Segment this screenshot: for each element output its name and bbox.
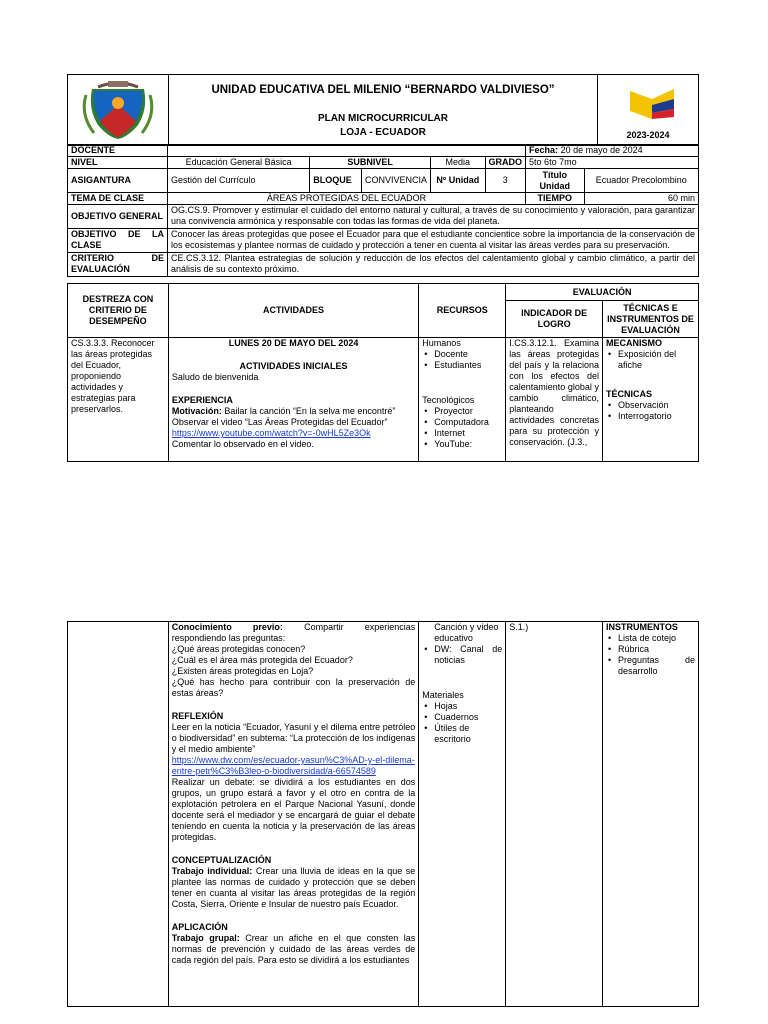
dw-news-link[interactable]: https://www.dw.com/es/ecuador-yasun%C3%AD-y-el-dilema-entre-petr%C3%B3leo-o-biodiversidad/a-66574589 xyxy=(171,755,415,776)
document-header xyxy=(67,74,699,146)
question-1: ¿Qué áreas protegidas conocen? xyxy=(171,644,306,654)
tecnicas-heading: TÉCNICAS xyxy=(606,389,653,399)
aplicacion-heading: APLICACIÓN xyxy=(171,922,228,932)
indicador-cell: I.CS.3.12.1. Examina las áreas protegidas del país y la relaciona con los efectos del calentamiento global y cambio climático, planteando actividades concretas para su protección y conservación. (J.3., xyxy=(506,338,603,462)
objetivo-general-label: OBJETIVO GENERAL xyxy=(68,205,168,229)
motivacion-line xyxy=(172,406,415,417)
video-text: Observar el video “Las Áreas Protegidas del Ecuador” xyxy=(171,417,388,427)
list-item: • Cuadernos xyxy=(434,712,502,723)
trabajo-grupal-text: Crear un afiche en el que consten las normas de prevención y cuidado de las áreas verdes de cada región del país. Para esto se dividirá a los estudiantes xyxy=(171,933,416,965)
indicador-cell-cont: S.1.) xyxy=(506,622,603,1007)
list-item: • Interrogatorio xyxy=(618,411,695,422)
recursos-cell-cont xyxy=(419,622,506,1007)
tema-value: ÁREAS PROTEGIDAS DEL ECUADOR xyxy=(168,193,526,205)
titulo-label: Título Unidad xyxy=(526,169,584,193)
bloque-value: CONVIVENCIA xyxy=(362,169,431,193)
tecnicas-cell xyxy=(603,338,699,462)
saludo-text: Saludo de bienvenida xyxy=(171,372,259,382)
list-item: • Observación xyxy=(618,400,695,411)
trabajo-grupal-line xyxy=(172,933,416,966)
list-item: • Útiles de escritorio xyxy=(434,723,502,745)
conocimiento-label: Conocimiento previo: xyxy=(171,622,283,632)
materiales-list xyxy=(422,701,502,745)
plan-table-page-2 xyxy=(67,621,699,1007)
grado-value: 5to 6to 7mo xyxy=(526,157,699,169)
list-item: • Computadora xyxy=(434,417,502,428)
col-recursos-header: RECURSOS xyxy=(419,284,506,338)
mecanismo-heading: MECANISMO xyxy=(606,338,663,348)
list-item: • Lista de cotejo xyxy=(618,633,695,644)
recursos-humanos-list xyxy=(422,349,502,371)
youtube-link[interactable]: https://www.youtube.com/watch?v=-0wHL5Ze3Ok xyxy=(171,428,371,438)
list-item: • Exposición del afiche xyxy=(618,349,695,371)
fecha-value: 20 de mayo de 2024 xyxy=(560,145,643,155)
subnivel-value: Media xyxy=(431,157,485,169)
debate-text: Realizar un debate: se dividirá a los estudiantes en dos grupos, un grupo estará a favor y el otro en contra de la explotación petrolera en el Parque Nacional Yasuní, donde docente será el mediador y se encargará de guiar el debate teniendo en cuenta la noticia y la preservación de las áreas protegidas. xyxy=(171,777,416,842)
trabajo-individual-label: Trabajo individual: xyxy=(171,866,253,876)
mecanismo-list xyxy=(606,349,695,371)
col-evaluacion-header: EVALUACIÓN xyxy=(506,284,699,301)
materiales-heading: Materiales xyxy=(422,690,464,700)
objetivo-general-value: OG.CS.9. Promover y estimular el cuidado del entorno natural y cultural, a través de su conocimiento y valoración, para garantizar una convivencia armónica y responsable con todas las formas de vida del planeta. xyxy=(168,205,699,229)
recurso-cancion: Canción y video educativo xyxy=(434,622,499,643)
recursos-tec-heading: Tecnológicos xyxy=(422,395,475,405)
conocimiento-text: Compartir experiencias respondiendo las preguntas: xyxy=(171,622,416,643)
list-item: • YouTube: xyxy=(434,439,502,450)
list-item: • Rúbrica xyxy=(618,644,695,655)
question-3: ¿Existen áreas protegidas en Loja? xyxy=(171,666,314,676)
tecnicas-list xyxy=(606,400,695,422)
plan-table-page-1 xyxy=(67,283,699,462)
docente-value xyxy=(168,145,526,157)
subnivel-label: SUBNIVEL xyxy=(310,157,431,169)
tiempo-label: TIEMPO xyxy=(526,193,584,205)
list-item: • Proyector xyxy=(434,406,502,417)
col-indicador-header: INDICADOR DE LOGRO xyxy=(506,301,603,338)
col-destreza-header: DESTREZA CON CRITERIO DE DESEMPEÑO xyxy=(68,284,169,338)
recursos-tec-list xyxy=(422,406,502,450)
instrumentos-list xyxy=(606,633,695,677)
conceptualizacion-heading: CONCEPTUALIZACIÓN xyxy=(171,855,272,865)
plan-title: PLAN MICROCURRICULAR xyxy=(318,113,448,124)
destreza-cell: CS.3.3.3. Reconocer las áreas protegidas del Ecuador, proponiendo actividades y estrategias para preservarlos. xyxy=(68,338,169,462)
unidad-value: 3 xyxy=(485,169,526,193)
instrumentos-heading: INSTRUMENTOS xyxy=(606,622,678,632)
objetivo-clase-value: Conocer las áreas protegidas que posee el Ecuador para que el estudiante concientice sobre la importancia de la conservación de los ecosistemas y plantee normas de cuidado y protección a tener en cuenta al visitar las áreas verdes para su preservación. xyxy=(168,229,699,253)
list-item: • Internet xyxy=(434,428,502,439)
tiempo-value: 60 min xyxy=(584,193,698,205)
motivacion-text: Bailar la canción “En la selva me encontré” xyxy=(221,406,396,416)
actividades-cell-cont xyxy=(168,622,419,1007)
docente-label: DOCENTE xyxy=(68,145,168,157)
comentar-text: Comentar lo observado en el video. xyxy=(171,439,314,449)
unidad-label: Nº Unidad xyxy=(431,169,485,193)
question-4: ¿Qué has hecho para contribuir con la preservación de estas áreas? xyxy=(171,677,416,698)
motivacion-label: Motivación: xyxy=(171,406,222,416)
trabajo-individual-text: Crear una lluvia de ideas en la que se plantee las normas de cuidado y protección que se deben tener en cuanta al visitar las áreas protegidas de la región Costa, Sierra, Oriente e Insular de nuestro país Ecuador. xyxy=(171,866,416,909)
list-item: • Hojas xyxy=(434,701,502,712)
criterio-value: CE.CS.3.12. Plantea estrategias de solución y reducción de los efectos del calentamiento global y cambio climático, a partir del análisis de su contexto próximo. xyxy=(168,253,699,277)
fecha-label: Fecha: xyxy=(529,145,559,155)
trabajo-individual-line xyxy=(172,866,416,910)
nivel-label: NIVEL xyxy=(68,157,168,169)
destreza-cell-cont xyxy=(68,622,169,1007)
col-tecnicas-header: TÉCNICAS E INSTRUMENTOS DE EVALUACIÓN xyxy=(603,301,699,338)
recursos-dw-list xyxy=(422,644,502,666)
trabajo-grupal-label: Trabajo grupal: xyxy=(171,933,240,943)
list-item: • DW: Canal de noticias xyxy=(434,644,502,666)
instrumentos-cell xyxy=(603,622,699,1007)
school-name: UNIDAD EDUCATIVA DEL MILENIO “BERNARDO VALDIVIESO” xyxy=(211,84,555,96)
ministry-flag-logo xyxy=(628,87,676,121)
question-2: ¿Cuál es el área más protegida del Ecuador? xyxy=(171,655,353,665)
header-right-cell xyxy=(597,75,698,145)
class-date: LUNES 20 DE MAYO DEL 2024 xyxy=(228,338,359,348)
recursos-humanos-heading: Humanos xyxy=(422,338,461,348)
info-table xyxy=(67,144,699,277)
reflexion-heading: REFLEXIÓN xyxy=(171,711,224,721)
grado-label: GRADO xyxy=(485,157,526,169)
asignatura-value: Gestión del Currículo xyxy=(168,169,310,193)
plan-location: LOJA - ECUADOR xyxy=(340,127,426,138)
list-item: • Docente xyxy=(434,349,502,360)
school-crest-logo xyxy=(68,75,169,145)
list-item: • Preguntas de desarrollo xyxy=(618,655,695,677)
nivel-value: Educación General Básica xyxy=(168,157,310,169)
actividades-cell xyxy=(168,338,418,462)
asignatura-label: ASIGANTURA xyxy=(68,169,168,193)
col-actividades-header: ACTIVIDADES xyxy=(168,284,418,338)
bloque-label: BLOQUE xyxy=(310,169,362,193)
experiencia-heading: EXPERIENCIA xyxy=(171,395,233,405)
list-item: • Estudiantes xyxy=(434,360,502,371)
criterio-label: CRITERIO DE EVALUACIÓN xyxy=(68,253,168,277)
conocimiento-previo-line xyxy=(172,622,416,644)
school-year: 2023-2024 xyxy=(626,130,670,140)
objetivo-clase-label: OBJETIVO DE LA CLASE xyxy=(68,229,168,253)
reflexion-text: Leer en la noticia “Ecuador, Yasuní y el dilema entre petróleo o biodiversidad” en subtema: “La protección de los indígenas y el medio ambiente” xyxy=(171,722,416,754)
fecha-cell xyxy=(526,145,699,157)
recursos-cell xyxy=(419,338,506,462)
tema-label: TEMA DE CLASE xyxy=(68,193,168,205)
titulo-value: Ecuador Precolombino xyxy=(584,169,698,193)
act-iniciales-heading: ACTIVIDADES INICIALES xyxy=(239,361,348,371)
